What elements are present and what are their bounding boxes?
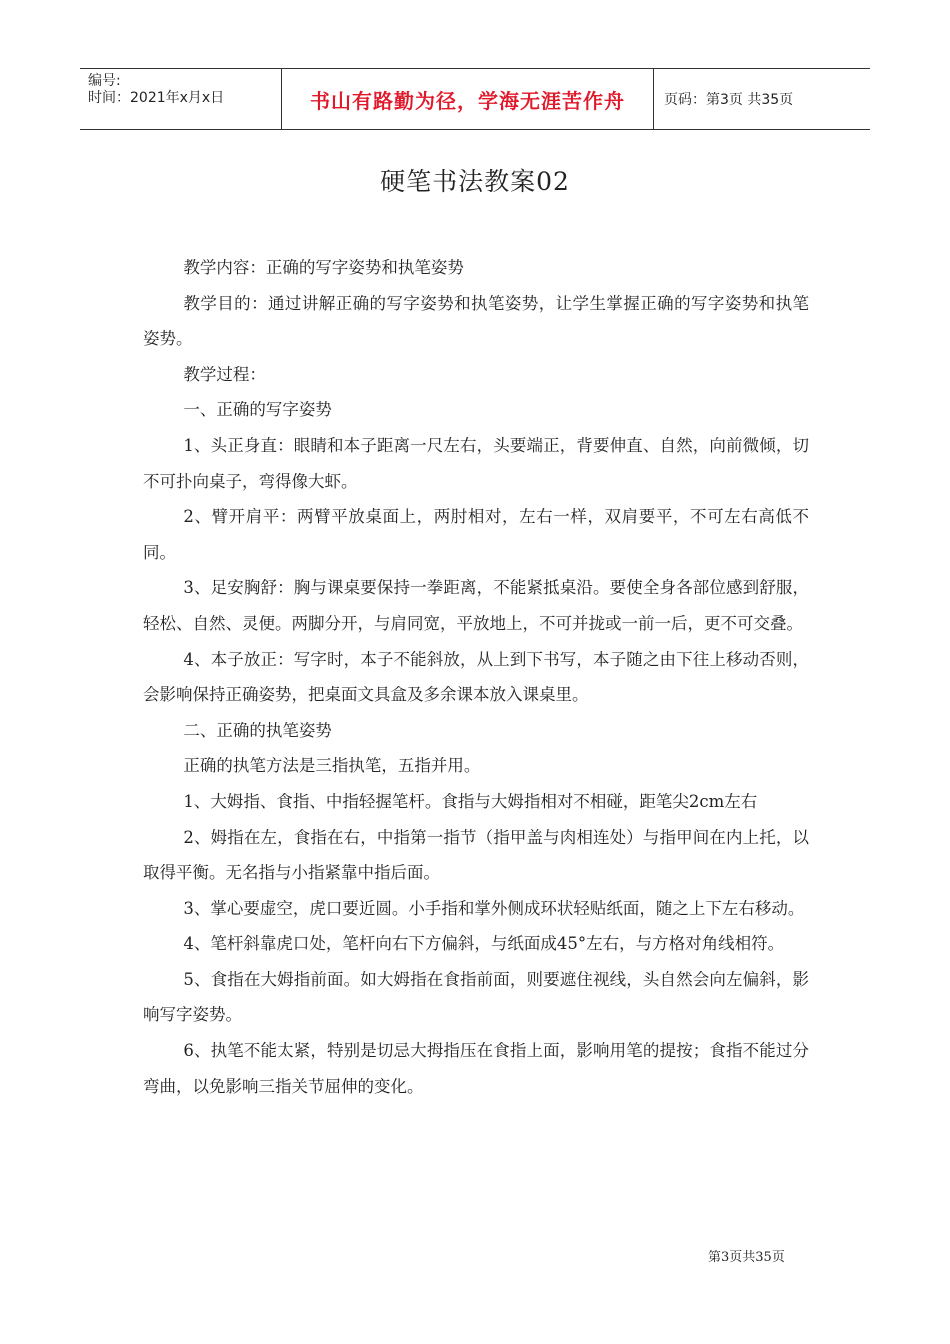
paragraph: 6、执笔不能太紧，特别是切忌大拇指压在食指上面，影响用笔的提按；食指不能过分弯曲，以免影响三指关节屈伸的变化。 xyxy=(143,1041,809,1096)
paragraph: 正确的执笔方法是三指执笔，五指并用。 xyxy=(183,756,481,776)
header-page-cell xyxy=(654,69,870,129)
paragraph: 2、姆指在左，食指在右，中指第一指节（指甲盖与肉相连处）与指甲间在内上托，以取得平衡。无名指与小指紧靠中指后面。 xyxy=(143,827,809,883)
paragraph: 3、足安胸舒：胸与课桌要保持一拳距离，不能紧抵桌沿。要使全身各部位感到舒服，轻松、自然、灵便。两脚分开，与肩同宽，平放地上，不可并拢或一前一后，更不可交叠。 xyxy=(143,578,809,633)
number-label: 编号: xyxy=(88,73,121,89)
page-header xyxy=(80,68,870,130)
paragraph: 2、臂开肩平：两臂平放桌面上，两肘相对，左右一样，双肩要平，不可左右高低不同。 xyxy=(143,507,809,562)
section-heading: 一、正确的写字姿势 xyxy=(183,400,332,420)
document-body xyxy=(143,250,809,1104)
paragraph: 1、头正身直：眼睛和本子距离一尺左右，头要端正，背要伸直、自然，向前微倾，切不可扑向桌子，弯得像大虾。 xyxy=(143,435,809,491)
paragraph: 4、本子放正：写字时，本子不能斜放，从上到下书写，本子随之由下往上移动否则，会影响保持正确姿势，把桌面文具盒及多余课本放入课桌里。 xyxy=(143,649,809,705)
paragraph: 5、食指在大姆指前面。如大姆指在食指前面，则要遮住视线，头自然会向左偏斜，影响写字姿势。 xyxy=(143,969,809,1025)
time-label: 时间：2021年x月x日 xyxy=(88,90,225,106)
paragraph: 4、笔杆斜靠虎口处，笔杆向右下方偏斜，与纸面成45°左右，与方格对角线相符。 xyxy=(183,934,785,954)
header-info-cell xyxy=(80,69,282,129)
paragraph: 教学过程： xyxy=(183,364,266,384)
motto-text: 书山有路勤为径，学海无涯苦作舟 xyxy=(310,88,625,113)
document-title: 硬笔书法教案02 xyxy=(380,167,570,196)
section-heading: 二、正确的执笔姿势 xyxy=(183,720,332,740)
header-motto-cell xyxy=(282,69,654,129)
paragraph: 教学目的：通过讲解正确的写字姿势和执笔姿势，让学生掌握正确的写字姿势和执笔姿势。 xyxy=(143,293,809,349)
paragraph: 1、大姆指、食指、中指轻握笔杆。食指与大姆指相对不相碰，距笔尖2cm左右 xyxy=(183,791,758,811)
page-info: 页码：第3页 共35页 xyxy=(664,92,794,108)
page-footer: 第3页共35页 xyxy=(708,1250,785,1265)
paragraph: 教学内容：正确的写字姿势和执笔姿势 xyxy=(183,258,464,277)
paragraph: 3、掌心要虚空，虎口要近圆。小手指和掌外侧成环状轻贴纸面，随之上下左右移动。 xyxy=(183,898,805,918)
